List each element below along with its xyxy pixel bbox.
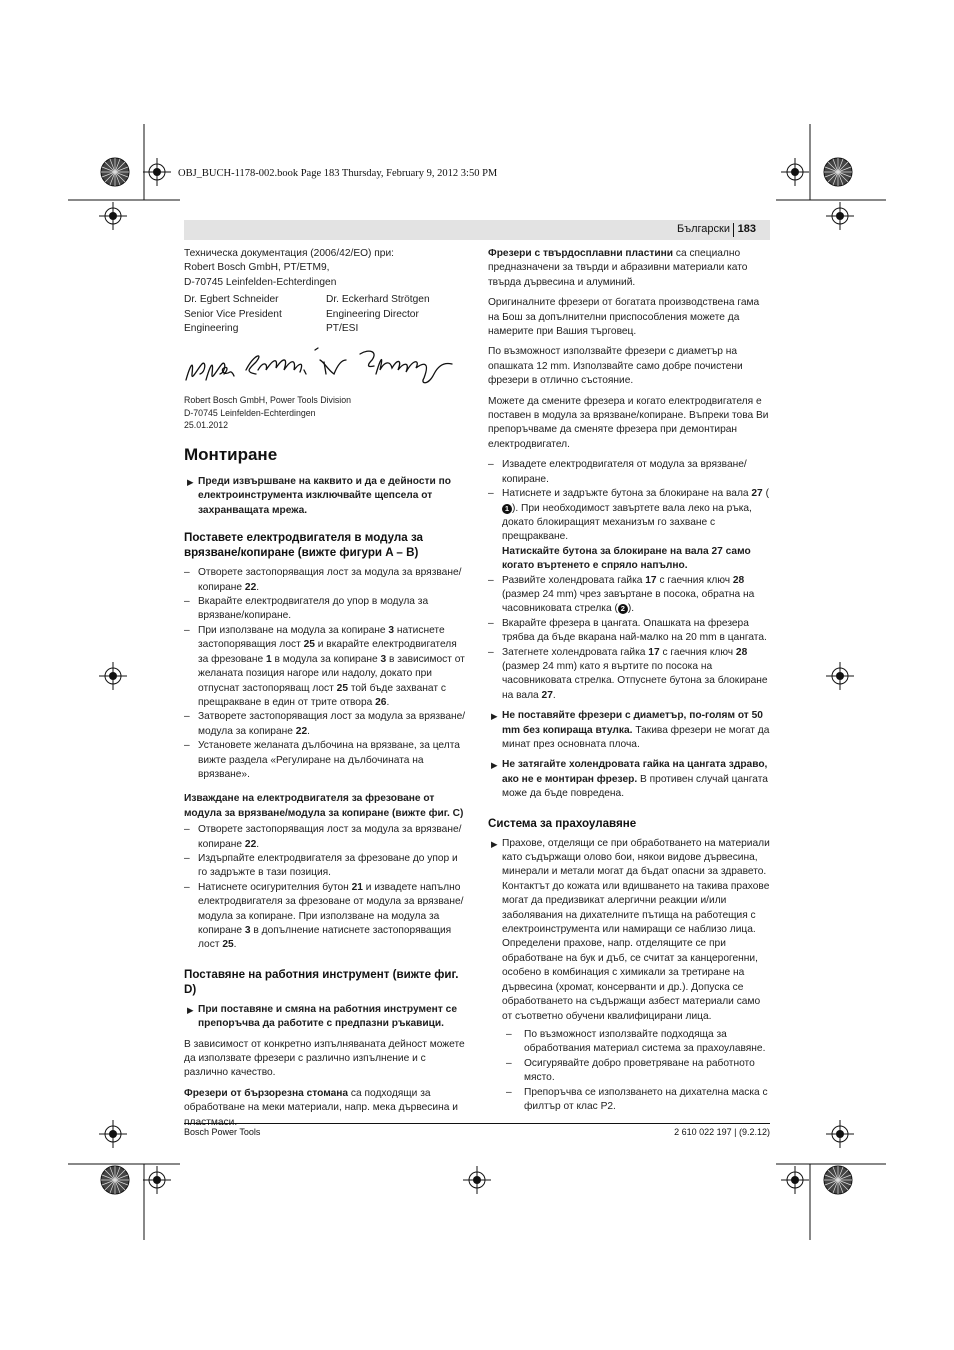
tech-doc: Техническа документация (2006/42/ЕО) при: Robert Bosch GmbH, PT/ETM9, D-70745 Leinfelden-Echterdingen <box>184 248 394 288</box>
section-title: Монтиране <box>184 445 278 465</box>
heading-remove-motor: Изваждане на електродвигателя за фрезоване от модула за врязване/модула за копиране (вижте фиг. C) <box>184 793 464 819</box>
signers <box>184 293 468 336</box>
warning-triangle-icon: ▶ <box>491 760 498 771</box>
paragraph-carbide: Фрезери с твърдосплавни пластини са специално предназначени за твърди и абразивни материали като твърда дървесина и алуминий. <box>488 248 748 288</box>
warning-triangle-icon: ▶ <box>187 477 194 488</box>
warning-dust: ▶ Прахове, отделящи се при обработването на материали като съдържащи олово бои, някои видове дървесина, минерали и метали могат да бъдат опасни за здравето. Контактът до кожата или вдишването на такива прахове могат да предизвикат алергични реакции и/или заболявания на дихателните пътища на работещия с електроинструмента или намиращи се наблизо лица. Определени прахове, напр. отделящите се при обработване на бук и дъб, се считат за канцерогенни, особено в комбинация с химикали за третиране на дървесина (хромат, консерванти и др.). Допуска се обработването на съдържащи азбест материали само от съответно обучени квалифицирани лица. <box>491 837 770 1022</box>
paragraph-depending: В зависимост от конкретно изпълняваната дейност можете да използвате фрезери с различно изпълнение и с различно качество. <box>184 1038 465 1079</box>
warning-diameter: ▶ Не поставяйте фрезери с диаметър, по-голям от 50 mm без копираща втулка. Такива фрезери не могат да минат през основната плоча. <box>491 710 770 750</box>
step-1-icon: 1 <box>502 504 512 514</box>
list-item: – Отворете застопоряващия лост за модула за врязване/копиране 22. <box>184 567 462 593</box>
header-language: Български <box>677 223 730 235</box>
step-2-icon: 2 <box>618 604 628 614</box>
header-divider <box>733 223 734 237</box>
list-item: – При използване на модула за копиране 3 натиснете застопоряващия лост 25 и вкарайте електродвигателя за фрезоване 1 в модула за копиране 3 в зависимост от желаната позиция нагоре или надолу, докато при отпуснат застопоряващ лост 25 той бъде захванат с прещракване в един от трите отвора 26. <box>184 624 465 708</box>
right-column <box>488 247 772 1120</box>
warning-unplug: ▶ Преди извършване на каквито и да е дейности по електроинструмента изключвайте щепсела от захранващата мрежа. <box>187 476 451 516</box>
paragraph-diameter: По възможност използвайте фрезери с диаметър на опашката 12 mm. Използвайте само добре почистени фрезери в отлично състояние. <box>488 346 743 387</box>
list-item: – Затворете застопоряващия лост за модула за врязване/модула за копиране 22. <box>184 711 466 737</box>
list-item: – Вкарайте фрезера в цангата. Опашката на фрезера трябва да бъде вкарана най-малко на 20 mm в цангата. <box>488 617 767 644</box>
print-slug: OBJ_BUCH-1178-002.book Page 183 Thursday, February 9, 2012 3:50 PM <box>178 168 498 179</box>
heading-insert-motor: Поставете електродвигателя в модула за врязване/копиране (вижте фигури A – B) <box>184 531 424 560</box>
warning-triangle-icon: ▶ <box>491 838 498 849</box>
dust-list <box>506 1028 772 1114</box>
list-item: – Издърпайте електродвигателя за фрезоване до упор и го задръжте в тази позиция. <box>184 852 458 879</box>
remove-list <box>184 823 468 953</box>
list-item: – Отворете застопоряващия лост за модула за врязване/копиране 22. <box>184 824 462 850</box>
list-item: – По възможност използвайте подходяща за обработвания материал система за прахоулавяне. <box>506 1028 766 1055</box>
footer-right: 2 610 022 197 | (9.2.12) <box>674 1127 770 1137</box>
insert-list <box>184 566 468 782</box>
list-item: – Препоръчва се използването на дихателна маска с филтър от клас P2. <box>506 1086 768 1112</box>
signatures <box>184 344 468 388</box>
list-item: – Натиснете осигурителния бутон 21 и извадете напълно електродвигателя за фрезоване от модула за врязване/модула за копиране. При използване на модула за копиране 3 в допълнение натиснете застопоряващия лост 25. <box>184 881 464 951</box>
warning-triangle-icon: ▶ <box>491 711 498 722</box>
heading-dust: Система за прахоулавяне <box>488 816 637 830</box>
list-item: – Извадете електродвигателя от модула за врязване/копиране. <box>488 459 747 485</box>
warning-gloves: ▶ При поставяне и смяна на работния инструмент се препоръчва да работите с предпазни ръкавици. <box>187 1003 457 1030</box>
change-steps <box>488 458 772 703</box>
list-item: – Осигурявайте добро проветряване на работното място. <box>506 1057 755 1084</box>
footer-left: Bosch Power Tools <box>184 1127 261 1137</box>
paragraph-original: Оригиналните фрезери от богатата производствена гама на Бош за допълнителни приспособления можете да намерите при Вашия търговец. <box>488 297 760 338</box>
list-item: – Затегнете холендровата гайка 17 с гаечния ключ 28 (размер 24 mm) като я въртите по посока на часовниковата стрелка. Отпуснете бутона за блокиране на вала 27. <box>488 646 768 701</box>
list-item: – Натиснете и задръжте бутона за блокиране на вала 27 (1 ). При необходимост завъртете вала леко на ръка, докато блокиращият механизъм го захване с прещракване. Натискайте бутона за блокиране на вала 27 само когато въртенето е спряло напълно. <box>488 488 769 572</box>
heading-insert-tool: Поставяне на работния инструмент (вижте фиг. D) <box>184 967 459 996</box>
footer-rule <box>184 1123 770 1124</box>
page-number: 183 <box>737 223 756 235</box>
list-item: – Установете желаната дълбочина на врязване, за целта вижте раздела «Регулиране на дълбочината на врязване». <box>184 740 460 780</box>
page-header <box>184 220 770 240</box>
warning-triangle-icon: ▶ <box>187 1004 194 1015</box>
paragraph-hss: Фрезери от бързорезна стомана са подходящи за обработване на меки материали, напр. мека дървесина и <box>184 1087 458 1114</box>
warning-collet: ▶ Не затягайте холендровата гайка на цангата здраво, ако не е монтиран фрезер. В противен случай цангата може да бъде повредена. <box>491 759 768 800</box>
list-item: – Вкарайте електродвигателя до упор в модула за врязване/копиране. <box>184 596 429 622</box>
company-info: Robert Bosch GmbH, Power Tools Division D-70745 Leinfelden-Echterdingen 25.01.2012 <box>184 395 352 430</box>
paragraph-change: Можете да смените фрезера и когато електродвигателя е поставен в модула за врязване/копиране. Въпреки това Ви препоръчваме да сменяте фрезера при демонтиран електродвигател. <box>488 395 769 450</box>
signer-2: Dr. Eckerhard Strötgen Engineering Director PT/ESI <box>326 294 430 335</box>
left-column <box>184 247 468 1136</box>
signer-1: Dr. Egbert Schneider Senior Vice President Engineering <box>184 294 282 335</box>
list-item: – Развийте холендровата гайка 17 с гаечния ключ 28 (размер 24 mm) чрез завъртане в посока, обратна на часовниковата стрелка ( 2 ). <box>488 574 755 615</box>
